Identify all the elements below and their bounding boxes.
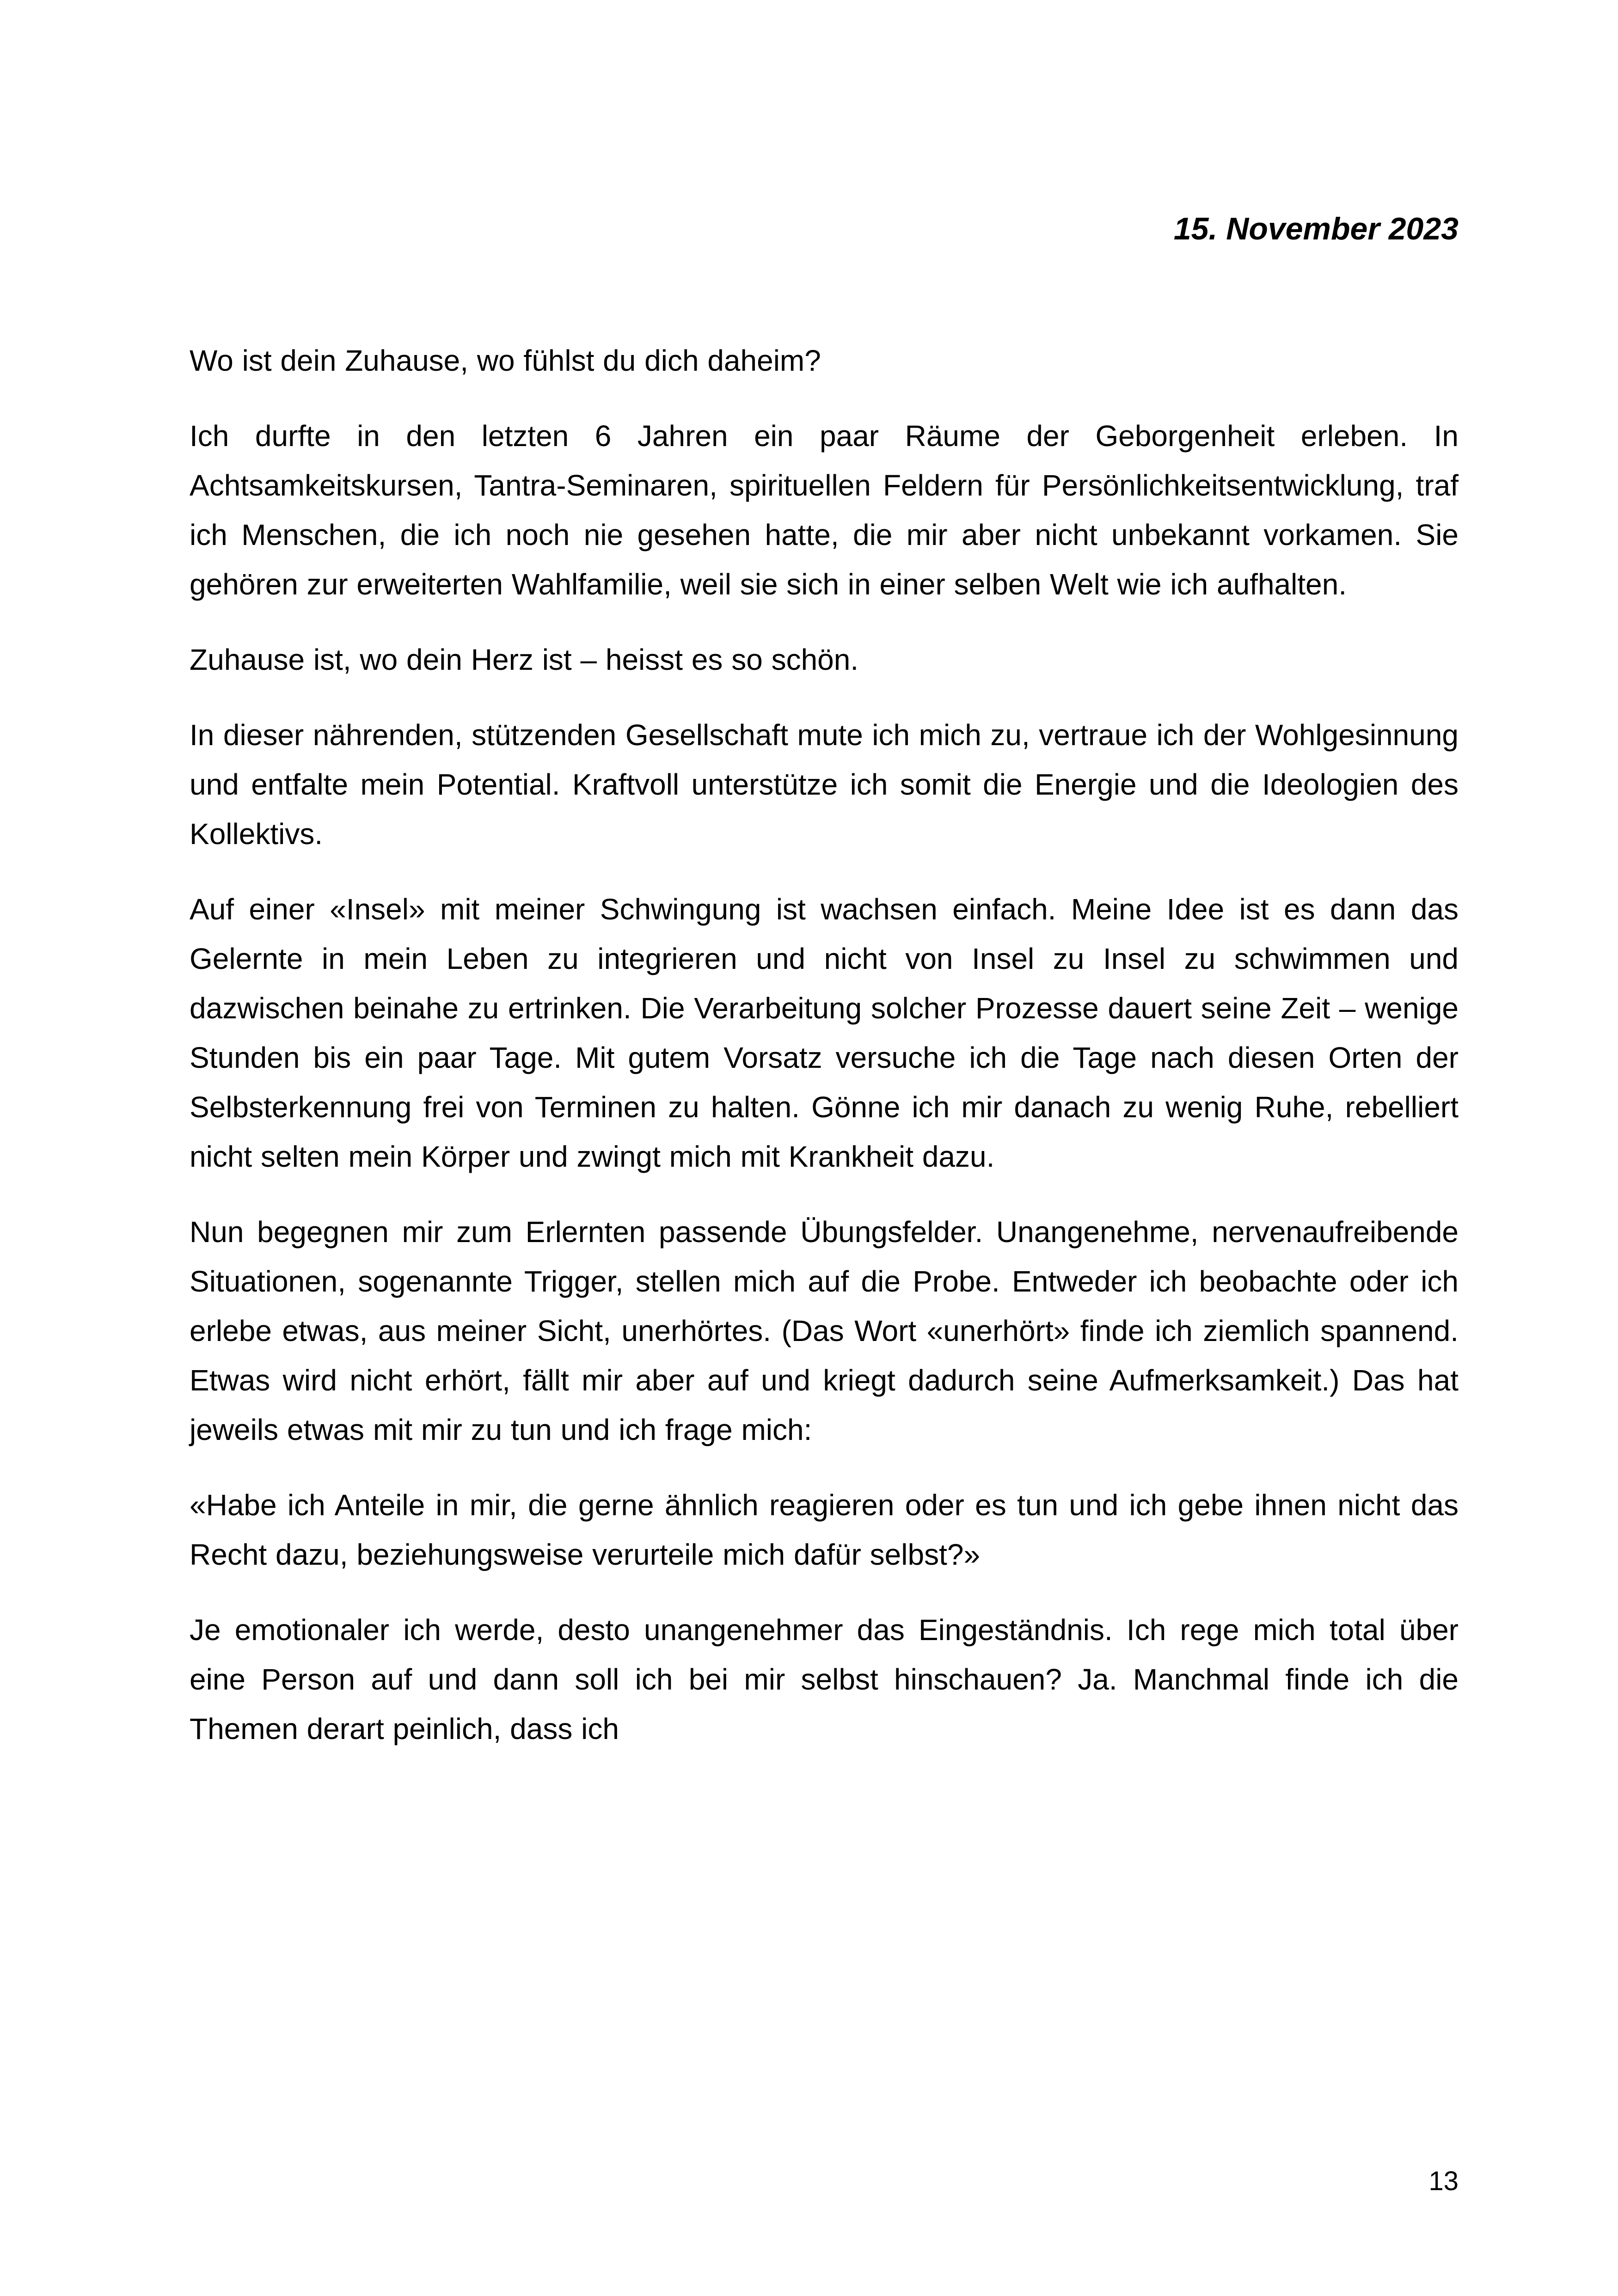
paragraph-geborgenheit: Ich durfte in den letzten 6 Jahren ein paar Räume der Geborgenheit erleben. In Achtsamkeitskursen, Tantra-Seminaren, spirituellen Feldern für Persönlichkeitsentwicklung, traf ich Menschen, die ich noch nie gesehen hatte, die mir aber nicht unbekannt vorkamen. Sie gehören zur erweiterten Wahlfamilie, weil sie sich in einer selben Welt wie ich aufhalten.: [190, 419, 1459, 601]
paragraph-insel: Auf einer «Insel» mit meiner Schwingung ist wachsen einfach. Meine Idee ist es dann das Gelernte in mein Leben zu integrieren und nicht von Insel zu Insel zu schwimmen und dazwischen beinahe zu ertrinken. Die Verarbeitung solcher Prozesse dauert seine Zeit – wenige Stunden bis ein paar Tage. Mit gutem Vorsatz versuche ich die Tage nach diesen Orten der Selbsterkennung frei von Terminen zu halten. Gönne ich mir danach zu wenig Ruhe, rebelliert nicht selten mein Körper und zwingt mich mit Krankheit dazu.: [190, 892, 1459, 1173]
paragraph-herz: Zuhause ist, wo dein Herz ist – heisst es so schön.: [190, 643, 859, 676]
paragraph-trigger: Nun begegnen mir zum Erlernten passende Übungsfelder. Unangenehme, nervenaufreibende Situationen, sogenannte Trigger, stellen mich auf die Probe. Entweder ich beobachte oder ich erlebe etwas, aus meiner Sicht, unerhörtes. (Das Wort «unerhört» finde ich ziemlich spannend. Etwas wird nicht erhört, fällt mir aber auf und kriegt dadurch seine Aufmerksamkeit.) Das hat jeweils etwas mit mir zu tun und ich frage mich:: [190, 1215, 1459, 1446]
date-heading: 15. November 2023: [1173, 211, 1459, 246]
paragraph-gesellschaft: In dieser nährenden, stützenden Gesellschaft mute ich mich zu, vertraue ich der Wohlgesinnung und entfalte mein Potential. Kraftvoll unterstütze ich somit die Energie und die Ideologien des Kollektivs.: [190, 718, 1459, 851]
paragraph-question-zuhause: Wo ist dein Zuhause, wo fühlst du dich daheim?: [190, 343, 821, 377]
document-body: [190, 336, 1459, 1754]
page-number: 13: [1428, 2166, 1459, 2196]
paragraph-anteile-zitat: «Habe ich Anteile in mir, die gerne ähnlich reagieren oder es tun und ich gebe ihnen nicht das Recht dazu, beziehungsweise verurteile mich dafür selbst?»: [190, 1488, 1459, 1571]
paragraph-eingestaendnis: Je emotionaler ich werde, desto unangenehmer das Eingeständnis. Ich rege mich total über eine Person auf und dann soll ich bei mir selbst hinschauen? Ja. Manchmal finde ich die Themen derart peinlich, dass ich: [190, 1613, 1459, 1745]
